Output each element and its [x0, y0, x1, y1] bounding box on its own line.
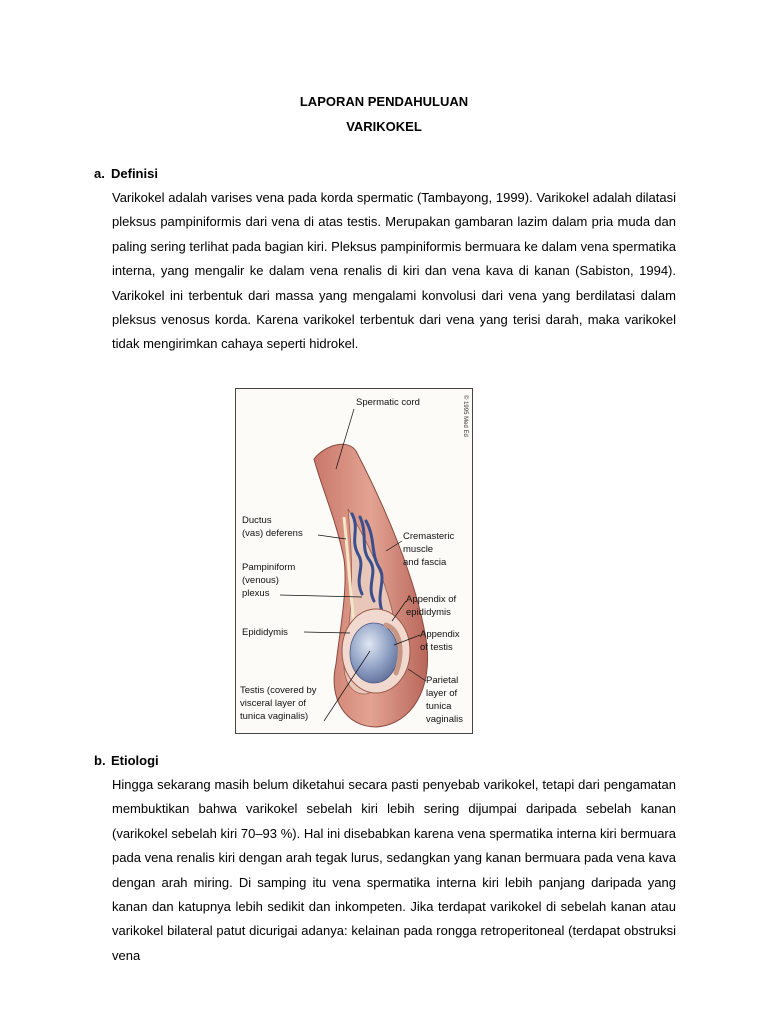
label-pampiniform-line2: (venous) [242, 575, 279, 586]
section-b-title: Etiologi [111, 753, 159, 768]
label-epididymis: Epididymis [242, 627, 288, 638]
section-a-paragraph: Varikokel adalah varises vena pada korda spermatic (Tambayong, 1999). Varikokel adalah dilatasi pleksus pampiniformis dari vena di atas testis. Merupakan gambaran lazim dalam pria muda dan paling sering terlihat pada bagian kiri. Pleksus pampiniformis bermuara ke dalam vena spermatika interna, yang mengalir ke dalam vena renalis di kiri dan vena kava di kanan (Sabiston, 1994). Varikokel ini terbentuk dari massa yang mengalami konvolusi dari vena yang berdilatasi dalam pleksus venosus korda. Karena varikokel terbentuk dari vena yang terisi darah, maka varikokel tidak mengirimkan cahaya seperti hidrokel. [112, 190, 676, 352]
document-subtitle: VARIKOKEL [346, 119, 422, 134]
label-ductus-line1: Ductus [242, 515, 272, 526]
label-parietal-line2: layer of [426, 688, 458, 699]
label-appendix-testis-line1: Appendix [420, 629, 460, 640]
label-cremasteric-line1: Cremasteric [403, 531, 455, 542]
label-appendix-testis-line2: of testis [420, 642, 453, 653]
section-a-heading [94, 166, 158, 181]
anatomy-illustration [236, 389, 472, 733]
label-appendix-epididymis-line2: epididymis [406, 607, 451, 618]
label-ductus-line2: (vas) deferens [242, 528, 303, 539]
label-pampiniform-line1: Pampiniform [242, 562, 296, 573]
section-b-marker: b. [94, 753, 106, 768]
testis [350, 623, 398, 683]
section-b-heading [94, 753, 159, 768]
section-b-paragraph: Hingga sekarang masih belum diketahui secara pasti penyebab varikokel, tetapi dari pengamatan membuktikan bahwa varikokel sebelah kiri lebih sering dijumpai daripada sebelah kanan (varikokel sebelah kiri 70–93 %). Hal ini disebabkan karena vena spermatika interna kiri bermuara pada vena renalis kiri dengan arah tegak lurus, sedangkan yang kanan bermuara pada vena kava dengan arah miring. Di samping itu vena spermatika interna kiri lebih panjang daripada yang kanan dan katupnya lebih sedikit dan inkompeten. Jika terdapat varikokel di sebelah kanan atau varikokel bilateral patut dicurigai adanya: kelainan pada rongga retroperitoneal (terdapat obstruksi vena [112, 777, 676, 963]
label-testis-line1: Testis (covered by [240, 685, 317, 696]
varicocele-anatomy-figure [235, 388, 473, 734]
label-cremasteric-line3: and fascia [403, 557, 447, 568]
document-title: LAPORAN PENDAHULUAN [299, 94, 469, 109]
section-a-title: Definisi [111, 166, 158, 181]
label-spermatic-cord: Spermatic cord [356, 397, 420, 408]
label-appendix-epididymis-line1: Appendix of [406, 594, 457, 605]
label-cremasteric-line2: muscle [403, 544, 434, 555]
label-parietal-line1: Parietal [426, 675, 459, 686]
section-a-marker: a. [94, 166, 105, 181]
figure-copyright: © 1995 Med Ed [462, 395, 468, 437]
label-pampiniform-line3: plexus [242, 588, 270, 599]
label-parietal-line3: tunica [426, 701, 452, 712]
label-testis-line3: tunica vaginalis) [240, 711, 309, 722]
label-testis-line2: visceral layer of [240, 698, 306, 709]
label-parietal-line4: vaginalis [426, 714, 463, 725]
